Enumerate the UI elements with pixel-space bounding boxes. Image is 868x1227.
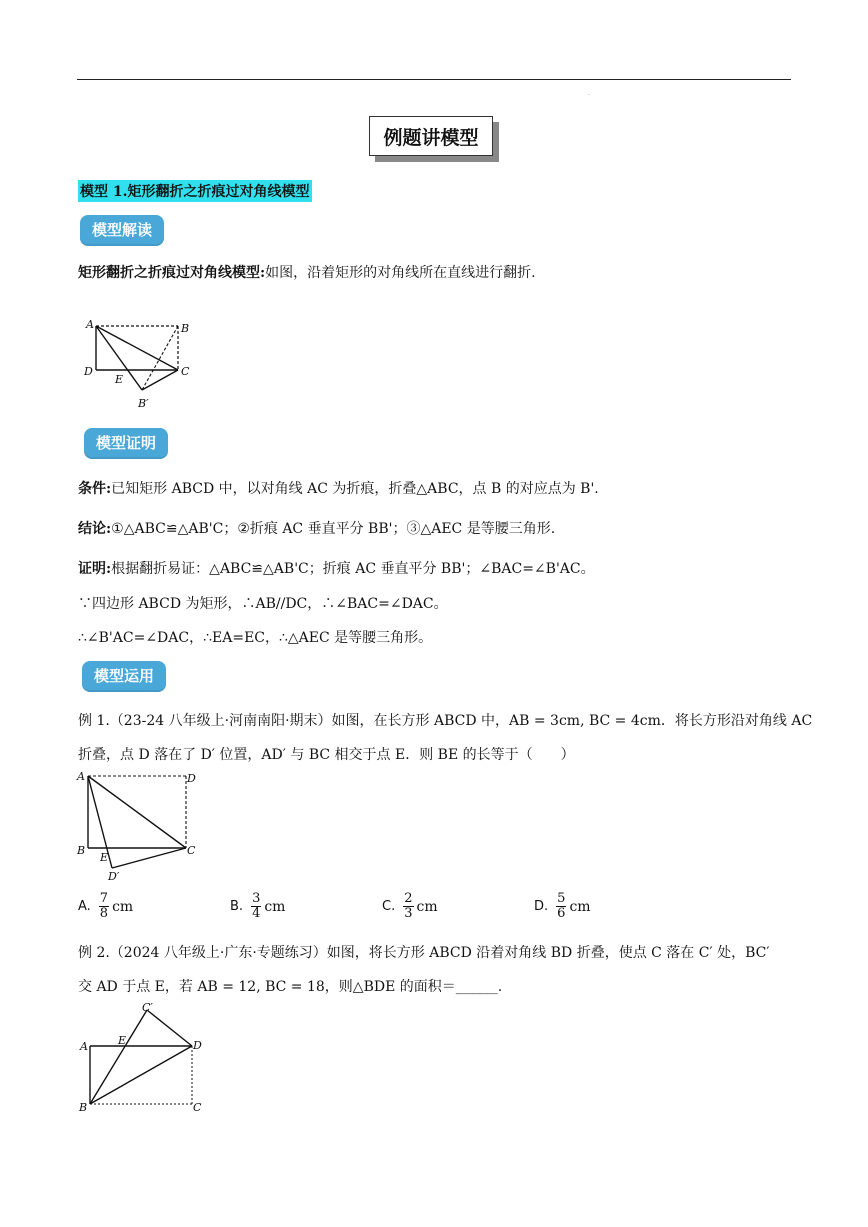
figure-1	[82, 318, 202, 414]
condition-line	[78, 478, 599, 498]
fig2-label-c: C	[187, 844, 196, 857]
ex1-option-b[interactable]	[230, 892, 285, 921]
proof-label: 证明:	[78, 561, 112, 577]
option-a-unit: cm	[112, 898, 134, 915]
option-c-fraction	[403, 892, 413, 921]
ex1-option-d[interactable]	[534, 892, 591, 921]
fig2-label-e: E	[100, 851, 109, 864]
pill-apply: 模型运用	[82, 661, 166, 692]
fig2-label-d: D	[187, 772, 196, 785]
option-b-fraction	[251, 892, 261, 921]
proof-line-2: ∵四边形 ABCD 为矩形，∴AB//DC，∴∠BAC=∠DAC。	[78, 596, 448, 612]
fig1-label-d: D	[84, 365, 93, 378]
proof-line-3: ∴∠B'AC=∠DAC，∴EA=EC，∴△AEC 是等腰三角形。	[78, 630, 433, 646]
intro-bold: 矩形翻折之折痕过对角线模型:	[78, 265, 266, 281]
option-a-fraction	[99, 892, 109, 921]
fig2-label-b: B	[77, 844, 86, 857]
fig2-label-a: A	[77, 770, 85, 783]
fig3-label-a: A	[80, 1040, 88, 1053]
option-c-unit: cm	[416, 898, 438, 915]
header-rule	[77, 79, 791, 80]
conclusion-label: 结论:	[78, 521, 112, 537]
option-a-num: 7	[99, 891, 109, 906]
conclusion-text: ①△ABC≌△AB'C；②折痕 AC 垂直平分 BB'；③△AEC 是等腰三角形.	[111, 521, 556, 537]
intro-text: 如图，沿着矩形的对角线所在直线进行翻折.	[265, 265, 536, 281]
section-title: 例题讲模型	[369, 116, 493, 156]
fig3-label-e: E	[118, 1034, 127, 1047]
option-c-letter: C.	[382, 899, 396, 914]
ex1-option-a[interactable]	[78, 892, 133, 921]
proof-line-1	[78, 558, 595, 578]
ex1-option-c[interactable]	[382, 892, 438, 921]
fig1-label-c: C	[181, 365, 190, 378]
fig3-label-b: B	[79, 1101, 88, 1114]
fig1-label-a: A	[86, 318, 94, 331]
fig2-label-dp: D′	[108, 870, 120, 883]
option-b-letter: B.	[230, 899, 244, 914]
ex2-line-1: 例 2.（2024 八年级上·广东·专题练习）如图，将长方形 ABCD 沿着对角线 BD 折叠，使点 C 落在 C′ 处，BC′	[78, 945, 770, 961]
ex1-line-2: 折叠，点 D 落在了 D′ 位置，AD′ 与 BC 相交于点 E．则 BE 的长等于（ ）	[78, 747, 575, 763]
pill-interpret: 模型解读	[80, 215, 164, 246]
proof-text-1: 根据翻折易证：△ABC≌△AB'C；折痕 AC 垂直平分 BB'；∠BAC=∠B'AC。	[111, 561, 595, 577]
option-d-fraction	[556, 892, 566, 921]
condition-text: 已知矩形 ABCD 中，以对角线 AC 为折痕，折叠△ABC，点 B 的对应点为 B'.	[111, 481, 599, 497]
conclusion-line	[78, 518, 555, 538]
option-a-den: 8	[99, 906, 109, 921]
fig1-label-b: B	[181, 322, 190, 335]
option-c-den: 3	[404, 906, 413, 921]
option-d-den: 6	[557, 906, 566, 921]
model-heading: 模型 1.矩形翻折之折痕过对角线模型	[78, 180, 312, 202]
option-b-num: 3	[252, 891, 261, 906]
option-b-unit: cm	[264, 898, 286, 915]
fig1-label-e: E	[115, 373, 124, 386]
fig1-label-bp: B′	[138, 397, 149, 410]
figure-3	[76, 1000, 210, 1118]
pill-proof: 模型证明	[84, 428, 168, 459]
fig3-label-d: D	[193, 1039, 202, 1052]
fig3-label-c: C	[193, 1101, 202, 1114]
ex1-line-1: 例 1.（23-24 八年级上·河南南阳·期末）如图，在长方形 ABCD 中，AB = 3cm, BC = 4cm．将长方形沿对角线 AC	[78, 713, 813, 729]
option-d-num: 5	[557, 891, 566, 906]
option-d-unit: cm	[569, 898, 591, 915]
header-dot: .	[588, 90, 590, 97]
option-d-letter: D.	[534, 899, 549, 914]
fig3-label-cp: C′	[142, 1001, 153, 1014]
option-c-num: 2	[404, 891, 413, 906]
figure-2	[76, 770, 200, 884]
ex2-line-2: 交 AD 于点 E，若 AB = 12, BC = 18，则△BDE 的面积＝______.	[78, 979, 503, 995]
option-a-letter: A.	[78, 899, 91, 914]
option-b-den: 4	[252, 906, 261, 921]
condition-label: 条件:	[78, 481, 112, 497]
intro-line	[78, 262, 536, 282]
